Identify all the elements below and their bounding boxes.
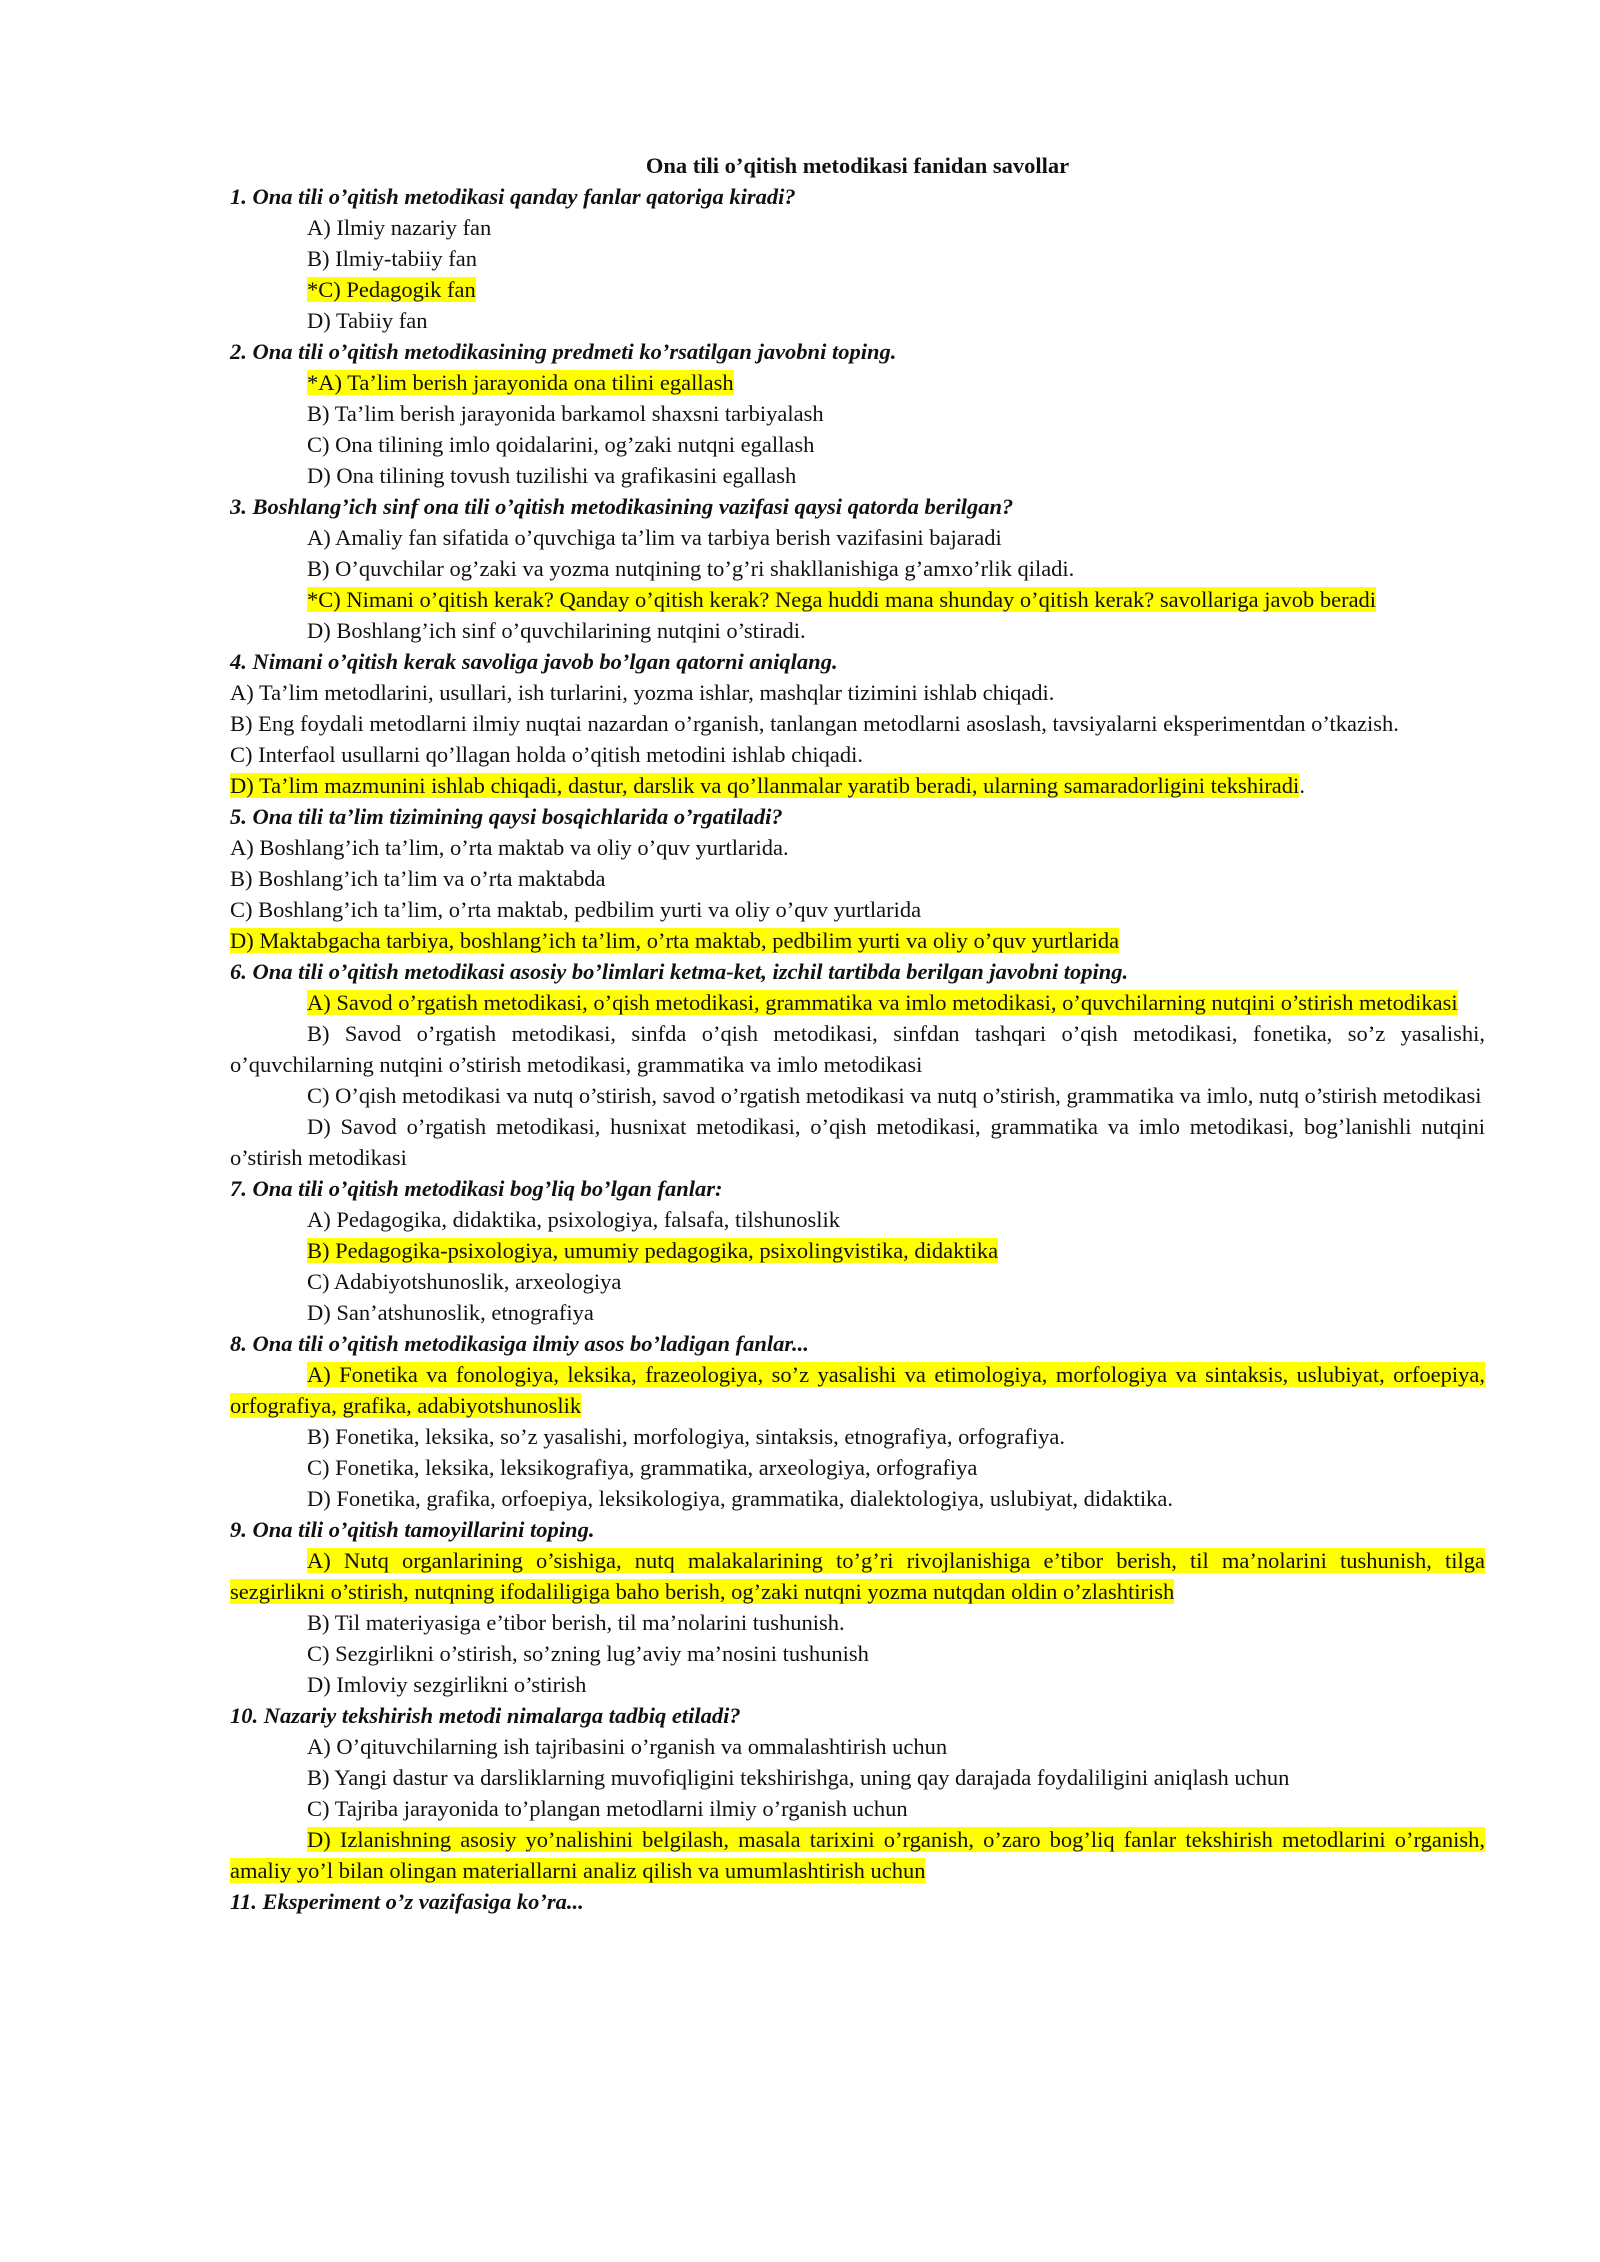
- answer-2c: C) Ona tilining imlo qoidalarini, og’zaki nutqni egallash: [307, 432, 815, 457]
- answer-4c: C) Interfaol usullarni qo’llagan holda o’qitish metodini ishlab chiqadi.: [230, 742, 863, 767]
- answer-9c: C) Sezgirlikni o’stirish, so’zning lug’aviy ma’nosini tushunish: [307, 1641, 869, 1666]
- answer-10d-correct: D) Izlanishning asosiy yo’nalishini belgilash, masala tarixini o’rganish, o’zaro bog’liq fanlar tekshirish metodlarini o’rganish, amaliy yo’l bilan olingan materiallarni analiz qilish va umumlashtirish uchun: [230, 1827, 1485, 1883]
- question-3: 3. Boshlang’ich sinf ona tili o’qitish metodikasining vazifasi qaysi qatorda berilgan?: [230, 494, 1014, 519]
- answer-5d-correct: D) Maktabgacha tarbiya, boshlang’ich ta’lim, o’rta maktab, pedbilim yurti va oliy o’quv yurtlarida: [230, 928, 1120, 953]
- answer-5a: A) Boshlang’ich ta’lim, o’rta maktab va oliy o’quv yurtlarida.: [230, 835, 789, 860]
- answer-5b: B) Boshlang’ich ta’lim va o’rta maktabda: [230, 866, 606, 891]
- answer-1c-correct: *C) Pedagogik fan: [307, 277, 476, 302]
- answer-1a: A) Ilmiy nazariy fan: [307, 215, 492, 240]
- answer-1b: B) Ilmiy-tabiiy fan: [307, 246, 477, 271]
- answer-3a: A) Amaliy fan sifatida o’quvchiga ta’lim va tarbiya berish vazifasini bajaradi: [307, 525, 1002, 550]
- question-9: 9. Ona tili o’qitish tamoyillarini toping.: [230, 1517, 595, 1542]
- question-2: 2. Ona tili o’qitish metodikasining predmeti ko’rsatilgan javobni toping.: [230, 339, 897, 364]
- answer-6c: C) O’qish metodikasi va nutq o’stirish, savod o’rgatish metodikasi va nutq o’stirish, grammatika va imlo, nutq o’stirish metodikasi: [307, 1083, 1482, 1108]
- answer-6b: B) Savod o’rgatish metodikasi, sinfda o’qish metodikasi, sinfdan tashqari o’qish metodikasi, fonetika, so’z yasalishi, o’quvchilarning nutqini o’stirish metodikasi, grammatika va imlo metodikasi: [230, 1021, 1485, 1077]
- answer-9b: B) Til materiyasiga e’tibor berish, til ma’nolarini tushunish.: [307, 1610, 845, 1635]
- answer-8b: B) Fonetika, leksika, so’z yasalishi, morfologiya, sintaksis, etnografiya, orfografiya.: [307, 1424, 1065, 1449]
- answer-10b: B) Yangi dastur va darsliklarning muvofiqligini tekshirishga, uning qay darajada foydaliligini aniqlash uchun: [307, 1765, 1290, 1790]
- question-1: 1. Ona tili o’qitish metodikasi qanday fanlar qatoriga kiradi?: [230, 184, 796, 209]
- answer-2d: D) Ona tilining tovush tuzilishi va grafikasini egallash: [307, 463, 797, 488]
- question-7: 7. Ona tili o’qitish metodikasi bog’liq bo’lgan fanlar:: [230, 1176, 723, 1201]
- question-8: 8. Ona tili o’qitish metodikasiga ilmiy asos bo’ladigan fanlar...: [230, 1331, 809, 1356]
- answer-6d: D) Savod o’rgatish metodikasi, husnixat metodikasi, o’qish metodikasi, grammatika va imlo metodikasi, bog’lanishli nutqini o’stirish metodikasi: [230, 1114, 1485, 1170]
- answer-2b: B) Ta’lim berish jarayonida barkamol shaxsni tarbiyalash: [307, 401, 824, 426]
- answer-7d: D) San’atshunoslik, etnografiya: [307, 1300, 594, 1325]
- answer-4b: B) Eng foydali metodlarni ilmiy nuqtai nazardan o’rganish, tanlangan metodlarni asoslash, tavsiyalarni eksperimentdan o’tkazish.: [230, 711, 1399, 736]
- question-11: 11. Eksperiment o’z vazifasiga ko’ra...: [230, 1889, 584, 1914]
- answer-5c: C) Boshlang’ich ta’lim, o’rta maktab, pedbilim yurti va oliy o’quv yurtlarida: [230, 897, 922, 922]
- answer-8c: C) Fonetika, leksika, leksikografiya, grammatika, arxeologiya, orfografiya: [307, 1455, 978, 1480]
- answer-4a: A) Ta’lim metodlarini, usullari, ish turlarini, yozma ishlar, mashqlar tizimini ishlab chiqadi.: [230, 680, 1055, 705]
- answer-7a: A) Pedagogika, didaktika, psixologiya, falsafa, tilshunoslik: [307, 1207, 841, 1232]
- answer-7b-correct: B) Pedagogika-psixologiya, umumiy pedagogika, psixolingvistika, didaktika: [307, 1238, 999, 1263]
- answer-10a: A) O’qituvchilarning ish tajribasini o’rganish va ommalashtirish uchun: [307, 1734, 948, 1759]
- answer-1d: D) Tabiiy fan: [307, 308, 428, 333]
- answer-4d-correct: D) Ta’lim mazmunini ishlab chiqadi, dastur, darslik va qo’llanmalar yaratib beradi, ularning samaradorligini tekshiradi.: [230, 773, 1305, 798]
- answer-9a-correct: A) Nutq organlarining o’sishiga, nutq malakalarining to’g’ri rivojlanishiga e’tibor berish, til ma’nolarini tushunish, tilga sezgirlikni o’stirish, nutqning ifodaliligiga baho berish, og’zaki nutqni yozma nutqdan oldin o’zlashtirish: [230, 1548, 1485, 1604]
- answer-8d: D) Fonetika, grafika, orfoepiya, leksikologiya, grammatika, dialektologiya, uslubiyat, didaktika.: [307, 1486, 1174, 1511]
- answer-10c: C) Tajriba jarayonida to’plangan metodlarni ilmiy o’rganish uchun: [307, 1796, 908, 1821]
- question-5: 5. Ona tili ta’lim tizimining qaysi bosqichlarida o’rgatiladi?: [230, 804, 783, 829]
- answer-8a-correct: A) Fonetika va fonologiya, leksika, frazeologiya, so’z yasalishi va etimologiya, morfologiya va sintaksis, uslubiyat, orfoepiya, orfografiya, grafika, adabiyotshunoslik: [230, 1362, 1485, 1418]
- answer-9d: D) Imloviy sezgirlikni o’stirish: [307, 1672, 587, 1697]
- question-10: 10. Nazariy tekshirish metodi nimalarga tadbiq etiladi?: [230, 1703, 741, 1728]
- answer-3c-correct: *C) Nimani o’qitish kerak? Qanday o’qitish kerak? Nega huddi mana shunday o’qitish kerak? savollariga javob beradi: [307, 587, 1377, 612]
- question-4: 4. Nimani o’qitish kerak savoliga javob bo’lgan qatorni aniqlang.: [230, 649, 838, 674]
- answer-6a-correct: A) Savod o’rgatish metodikasi, o’qish metodikasi, grammatika va imlo metodikasi, o’quvchilarning nutqini o’stirish metodikasi: [307, 990, 1458, 1015]
- document-page: [230, 150, 1485, 1917]
- answer-7c: C) Adabiyotshunoslik, arxeologiya: [307, 1269, 622, 1294]
- answer-2a-correct: *A) Ta’lim berish jarayonida ona tilini egallash: [307, 370, 734, 395]
- question-6: 6. Ona tili o’qitish metodikasi asosiy bo’limlari ketma-ket, izchil tartibda berilgan javobni toping.: [230, 959, 1129, 984]
- answer-3d: D) Boshlang’ich sinf o’quvchilarining nutqini o’stiradi.: [307, 618, 806, 643]
- answer-3b: B) O’quvchilar og’zaki va yozma nutqining to’g’ri shakllanishiga g’amxo’rlik qiladi.: [307, 556, 1075, 581]
- page-title: Ona tili o’qitish metodikasi fanidan savollar: [645, 153, 1070, 178]
